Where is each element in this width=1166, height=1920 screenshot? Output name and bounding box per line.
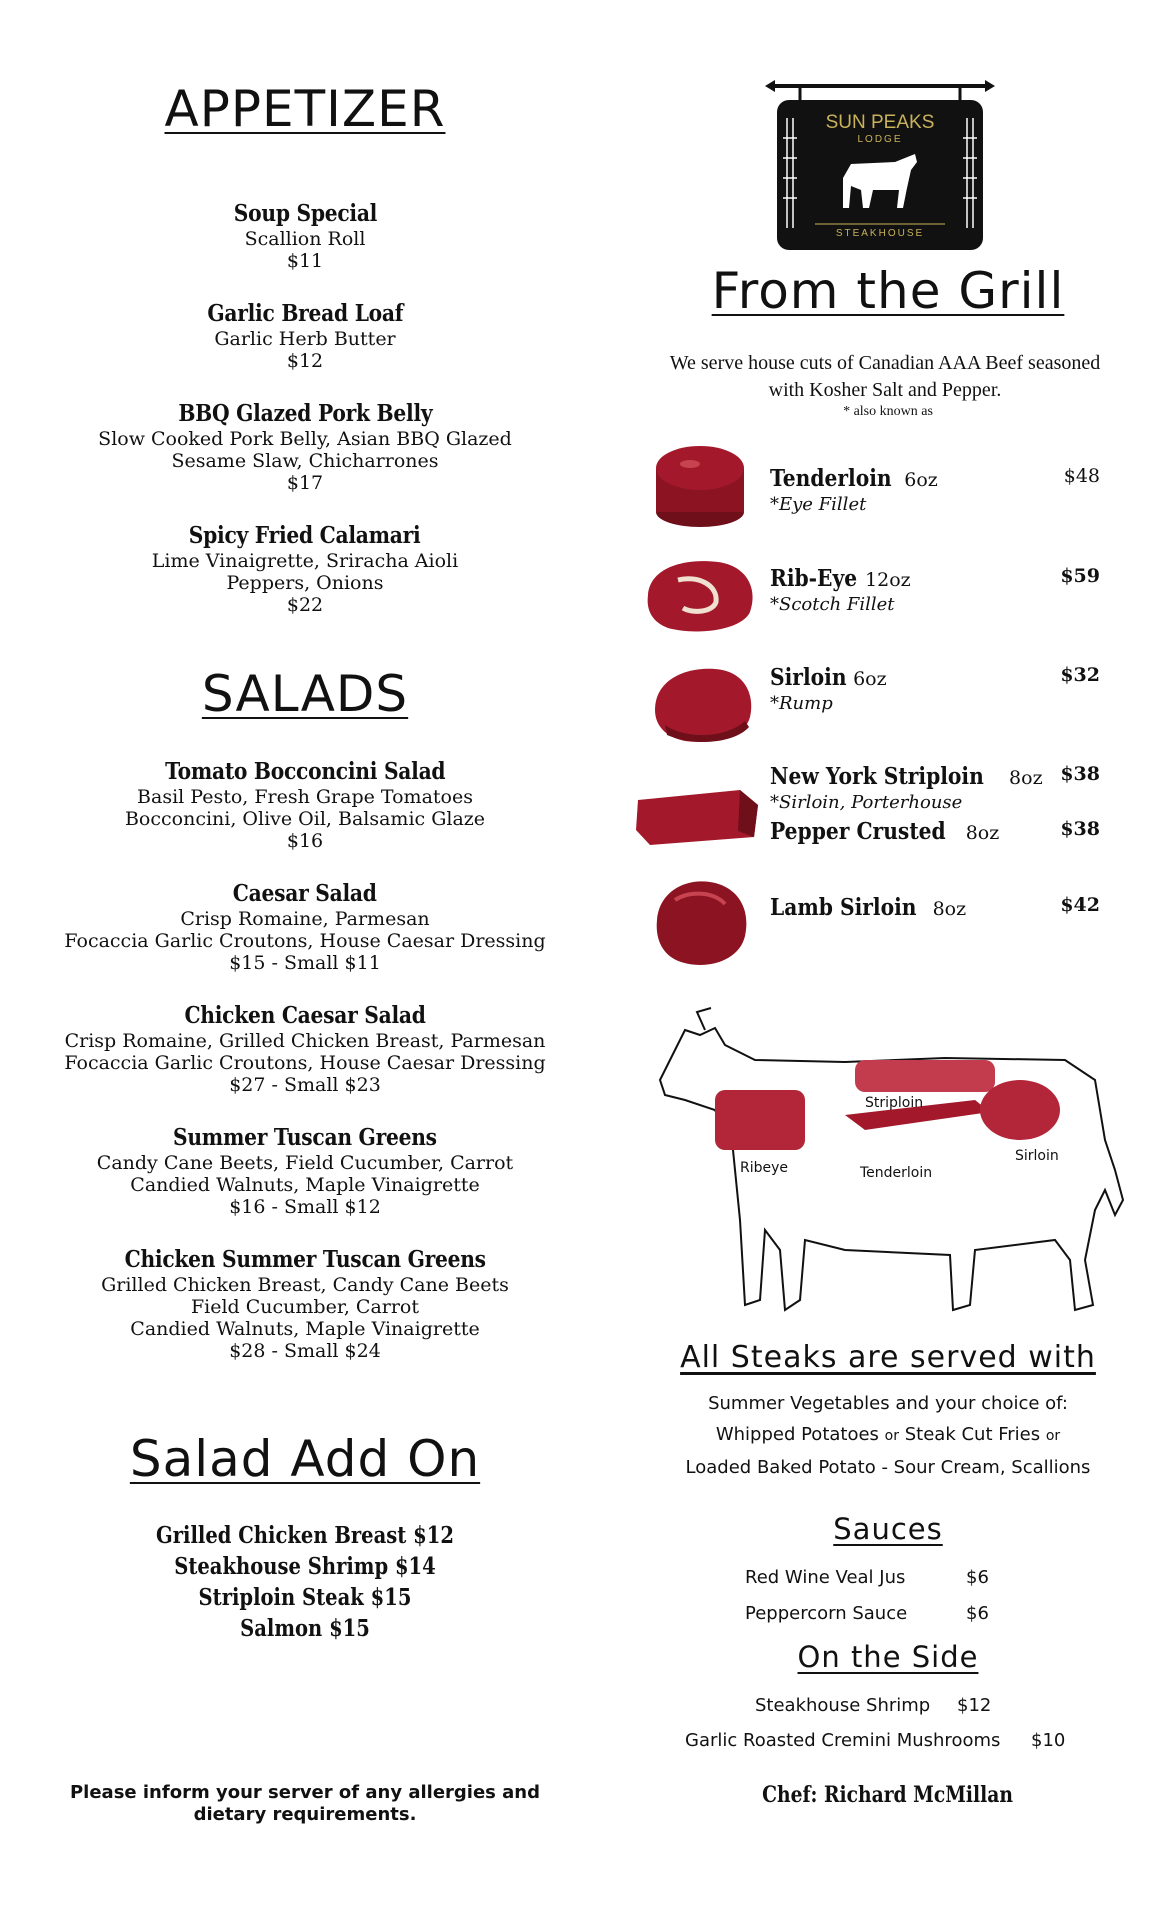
right-column	[610, 0, 1166, 1920]
side-price: $12	[957, 1695, 992, 1716]
side-name: Garlic Roasted Cremini Mushrooms	[685, 1730, 1001, 1751]
item-name: Caesar Salad	[233, 880, 377, 907]
served-or: or	[1045, 1428, 1061, 1444]
item-desc: Focaccia Garlic Croutons, House Caesar Dressing	[64, 930, 546, 952]
addon-item: Salmon $15	[240, 1615, 370, 1642]
addon-item: Grilled Chicken Breast $12	[156, 1522, 454, 1549]
item-price: $11	[286, 250, 324, 272]
item-name: Garlic Bread Loaf	[207, 300, 403, 327]
item-desc: Slow Cooked Pork Belly, Asian BBQ Glazed	[98, 428, 512, 450]
item-price: $16 - Small $12	[229, 1196, 381, 1218]
cow-label-sirloin: Sirloin	[1015, 1148, 1059, 1164]
sauce-name: Red Wine Veal Jus	[745, 1567, 906, 1588]
served-line2	[610, 1419, 1166, 1452]
side-title: On the Side	[797, 1640, 979, 1674]
logo	[765, 78, 995, 253]
item-name: Spicy Fried Calamari	[189, 522, 421, 549]
sirloin-image	[645, 655, 760, 750]
cut-weight: 6oz	[853, 668, 887, 690]
cut-name: Sirloin	[770, 664, 847, 691]
cow-label-tenderloin: Tenderloin	[860, 1165, 933, 1181]
sauce-name: Peppercorn Sauce	[745, 1603, 908, 1624]
item-desc: Peppers, Onions	[226, 572, 384, 594]
cut-price: $38	[1060, 818, 1100, 840]
cow-label-ribeye: Ribeye	[740, 1160, 789, 1176]
menu-item	[0, 880, 610, 974]
logo-line1: SUN PEAKS	[825, 112, 935, 133]
item-desc: Crisp Romaine, Parmesan	[180, 908, 430, 930]
served-option: Whipped Potatoes	[715, 1424, 879, 1445]
item-price: $17	[286, 472, 324, 494]
addon-list	[0, 1520, 610, 1644]
menu-item	[0, 1124, 610, 1218]
cut-name: Tenderloin	[770, 465, 892, 492]
item-name: BBQ Glazed Pork Belly	[177, 400, 433, 427]
menu-item	[0, 400, 610, 494]
item-desc: Candied Walnuts, Maple Vinaigrette	[130, 1174, 480, 1196]
served-text	[610, 1388, 1166, 1483]
item-desc: Scallion Roll	[244, 228, 366, 250]
appetizer-title: APPETIZER	[164, 80, 446, 138]
addon-title: Salad Add On	[129, 1430, 481, 1488]
side-name: Steakhouse Shrimp	[755, 1695, 931, 1716]
cut-weight: 12oz	[865, 569, 911, 591]
cut-row	[770, 818, 1100, 845]
cut-price: $42	[1060, 894, 1100, 916]
served-line1: Summer Vegetables and your choice of:	[708, 1393, 1068, 1414]
item-name: Chicken Summer Tuscan Greens	[124, 1246, 486, 1273]
cut-alt-name: *Sirloin, Porterhouse	[770, 792, 963, 813]
item-name: Summer Tuscan Greens	[173, 1124, 437, 1151]
cut-price: $32	[1060, 664, 1100, 686]
cut-name: Pepper Crusted	[770, 818, 946, 845]
item-desc: Candied Walnuts, Maple Vinaigrette	[130, 1318, 480, 1340]
cut-weight: 8oz	[932, 898, 967, 920]
grill-title: From the Grill	[711, 262, 1065, 320]
served-option: Steak Cut Fries	[904, 1424, 1041, 1445]
cut-row	[770, 664, 1100, 714]
item-desc: Grilled Chicken Breast, Candy Cane Beets	[101, 1274, 509, 1296]
addon-item: Steakhouse Shrimp $14	[174, 1553, 436, 1580]
cut-row	[770, 565, 1100, 615]
cut-alt-name: *Eye Fillet	[770, 494, 867, 515]
cut-row	[770, 763, 1100, 813]
sauce-price: $6	[966, 1603, 989, 1624]
sauce-price: $6	[966, 1567, 989, 1588]
item-desc: Candy Cane Beets, Field Cucumber, Carrot	[96, 1152, 514, 1174]
menu-item	[0, 522, 610, 616]
cut-alt-name: *Scotch Fillet	[770, 594, 895, 615]
item-name: Chicken Caesar Salad	[184, 1002, 426, 1029]
addon-item: Striploin Steak $15	[198, 1584, 412, 1611]
item-desc: Sesame Slaw, Chicharrones	[171, 450, 439, 472]
cut-row	[770, 894, 1100, 921]
cut-price: $38	[1060, 763, 1100, 785]
menu-item	[0, 758, 610, 852]
menu-item	[0, 1246, 610, 1362]
served-or: or	[884, 1428, 899, 1444]
logo-line3: STEAKHOUSE	[835, 228, 925, 239]
item-price: $16	[286, 830, 324, 852]
cow-label-striploin: Striploin	[865, 1095, 924, 1111]
item-desc: Bocconcini, Olive Oil, Balsamic Glaze	[124, 808, 486, 830]
tenderloin-image	[645, 440, 755, 535]
salads-title: SALADS	[201, 665, 409, 723]
item-desc: Crisp Romaine, Grilled Chicken Breast, Parmesan	[64, 1030, 546, 1052]
lamb-sirloin-image	[645, 870, 755, 975]
item-name: Tomato Bocconcini Salad	[164, 758, 446, 785]
chef-credit	[610, 1782, 1166, 1808]
item-desc: Lime Vinaigrette, Sriracha Aioli	[151, 550, 459, 572]
menu-item	[0, 1002, 610, 1096]
logo-line2: LODGE	[857, 134, 903, 145]
cut-alt-name: *Rump	[770, 693, 833, 714]
cut-name: Rib-Eye	[770, 565, 858, 592]
item-price: $15 - Small $11	[229, 952, 381, 974]
served-line3: Loaded Baked Potato - Sour Cream, Scallions	[685, 1457, 1091, 1478]
item-price: $27 - Small $23	[229, 1074, 381, 1096]
side-price: $10	[1031, 1730, 1066, 1751]
cut-name: New York Striploin	[770, 763, 984, 790]
item-name: Soup Special	[233, 200, 377, 227]
sauces-title: Sauces	[833, 1512, 943, 1546]
cut-weight: 8oz	[1009, 767, 1043, 789]
menu-item	[0, 300, 610, 372]
striploin-image	[630, 775, 765, 855]
cut-price: $59	[1060, 565, 1100, 587]
item-price: $22	[286, 594, 324, 616]
item-desc: Basil Pesto, Fresh Grape Tomatoes	[137, 786, 473, 808]
cut-name: Lamb Sirloin	[770, 894, 917, 921]
item-desc: Focaccia Garlic Croutons, House Caesar Dressing	[64, 1052, 546, 1074]
cut-weight: 8oz	[965, 822, 1000, 844]
served-title: All Steaks are served with	[680, 1340, 1096, 1375]
cow-diagram	[645, 1000, 1125, 1330]
cut-price: $48	[1063, 465, 1100, 487]
item-desc: Field Cucumber, Carrot	[190, 1296, 420, 1318]
item-desc: Garlic Herb Butter	[214, 328, 396, 350]
allergy-note: Please inform your server of any allergies and dietary requirements.	[69, 1782, 540, 1825]
ribeye-image	[638, 550, 763, 640]
cut-row	[770, 465, 1100, 515]
grill-intro: We serve house cuts of Canadian AAA Beef seasoned with Kosher Salt and Pepper.	[669, 352, 1101, 401]
aka-note: * also known as	[843, 404, 933, 419]
item-price: $28 - Small $24	[229, 1340, 381, 1362]
chef-name: Chef: Richard McMillan	[762, 1782, 1014, 1808]
logo-sign-icon	[765, 78, 995, 253]
menu-item	[0, 200, 610, 272]
cut-weight: 6oz	[904, 469, 938, 491]
item-price: $12	[286, 350, 324, 372]
